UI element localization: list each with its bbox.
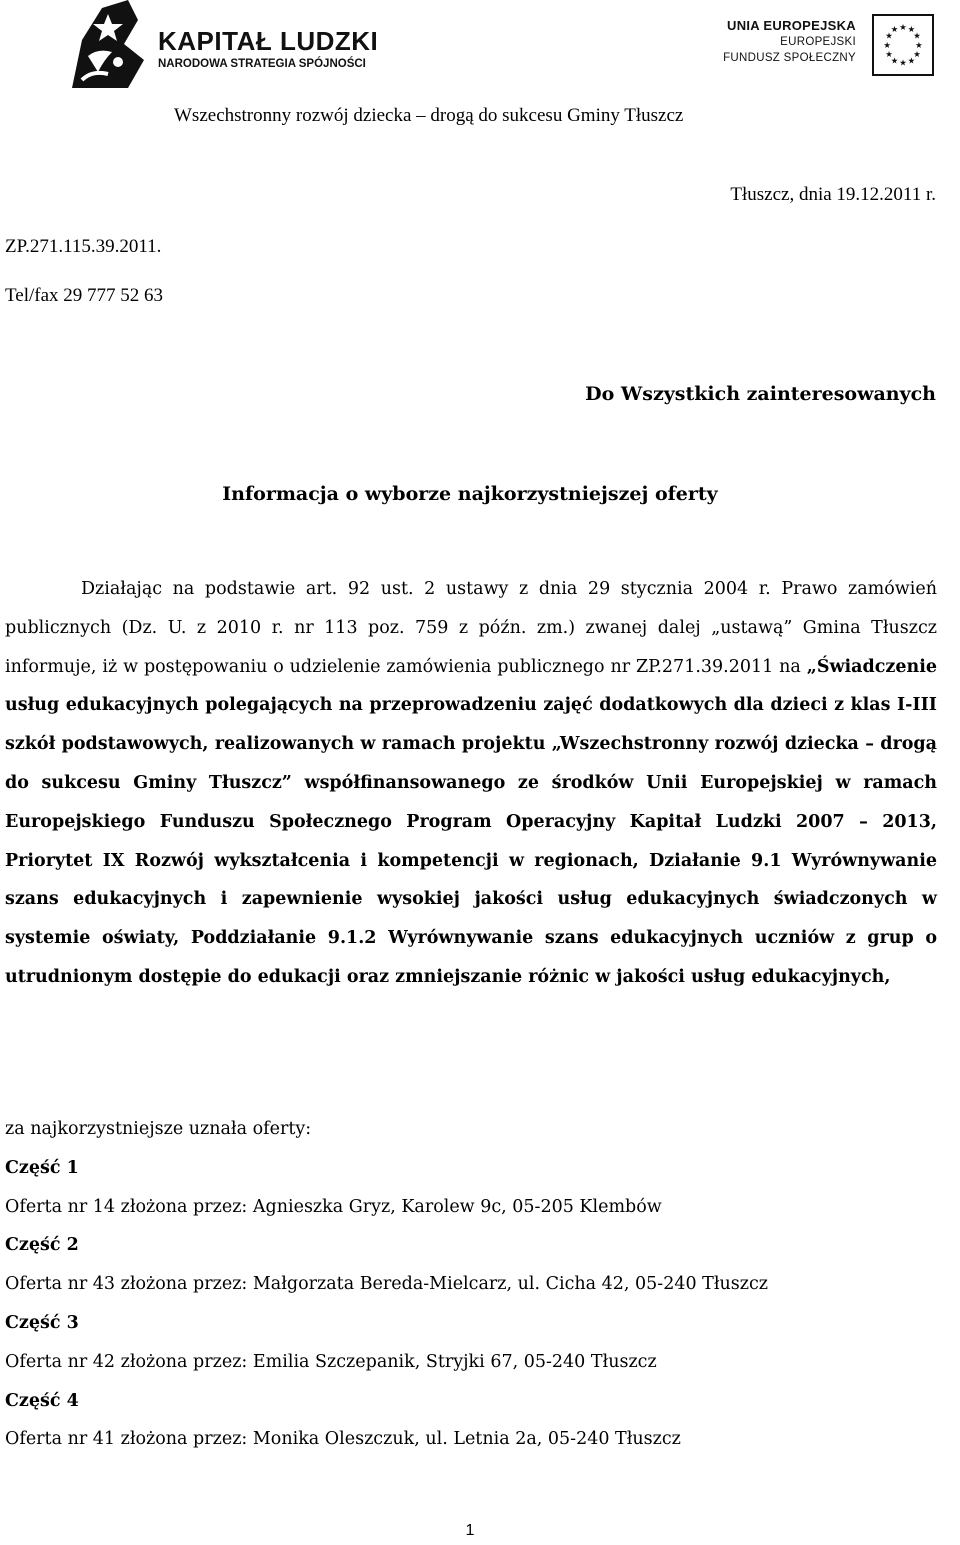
part-label: Część 2 — [5, 1235, 79, 1256]
part-offer: Oferta nr 43 złożona przez: Małgorzata Bereda-Mielcarz, ul. Cicha 42, 05-240 Tłuszcz — [5, 1274, 769, 1295]
svg-text:★: ★ — [890, 23, 899, 34]
svg-text:★: ★ — [885, 49, 893, 60]
date-line: Tłuszcz, dnia 19.12.2011 r. — [730, 184, 936, 205]
selected-intro: za najkorzystniejsze uznała oferty: — [5, 1119, 312, 1139]
eu-logo-text — [723, 18, 856, 66]
svg-text:★: ★ — [890, 55, 899, 66]
document-title: Informacja o wyborze najkorzystniejszej oferty — [222, 483, 718, 505]
part-offer: Oferta nr 42 złożona przez: Emilia Szczepanik, Stryjki 67, 05-240 Tłuszcz — [5, 1351, 657, 1372]
part-offer: Oferta nr 14 złożona przez: Agnieszka Gryz, Karolew 9c, 05-205 Klembów — [5, 1196, 662, 1217]
eu-fund-logo — [712, 14, 934, 78]
recipient: Do Wszystkich zainteresowanych — [585, 383, 936, 405]
part-offer: Oferta nr 41 złożona przez: Monika Oleszczuk, ul. Letnia 2a, 05-240 Tłuszcz — [5, 1429, 681, 1450]
reference-number: ZP.271.115.39.2011. — [5, 236, 162, 257]
svg-text:★: ★ — [913, 49, 921, 60]
svg-text:★: ★ — [885, 30, 893, 41]
part-label: Część 1 — [5, 1157, 79, 1178]
svg-text:★: ★ — [907, 23, 916, 34]
kapital-ludzki-emblem-icon — [68, 0, 148, 92]
telfax: Tel/fax 29 777 52 63 — [5, 285, 164, 306]
svg-text:★: ★ — [899, 57, 907, 68]
svg-text:★: ★ — [913, 30, 921, 41]
selected-offers — [5, 1110, 937, 1459]
svg-text:★: ★ — [883, 39, 891, 50]
kapital-ludzki-logo — [68, 0, 379, 92]
eu-line-union: UNIA EUROPEJSKA — [727, 18, 856, 33]
part-label: Część 3 — [5, 1312, 79, 1333]
page-header — [0, 0, 960, 90]
eu-line-fund: FUNDUSZ SPOŁECZNY — [723, 52, 856, 64]
part-label: Część 4 — [5, 1390, 79, 1411]
page-number: 1 — [465, 1522, 475, 1539]
svg-text:★: ★ — [915, 39, 923, 50]
body-subject: „Świadczenie usług edukacyjnych polegających na przeprowadzeniu zajęć dodatkowych dla dzieci z klas I-III szkół podstawowych, realizowanych w ramach projektu „Wszechstronny rozwój dziecka – drogą do sukcesu Gminy Tłuszcz” współfinansowanego ze środków Unii Europejskiej w ramach Europejskiego Funduszu Społecznego Program Operacyjny Kapitał Ludzki 2007 – 2013, Priorytet IX Rozwój wykształcenia i kompetencji w regionach, Działanie 9.1 Wyrównywanie szans edukacyjnych i zapewnienie wysokiej jakości usług edukacyjnych świadczonych w systemie oświaty, Poddziałanie 9.1.2 Wyrównywanie szans edukacyjnych uczniów z grup o utrudnionym dostępie do edukacji oraz zmniejszanie różnic w jakości usług edukacyjnych, — [5, 656, 937, 987]
eu-flag-icon — [872, 14, 934, 76]
eu-line-european: EUROPEJSKI — [780, 36, 856, 48]
project-title: Wszechstronny rozwój dziecka – drogą do sukcesu Gminy Tłuszcz — [174, 105, 684, 126]
kapital-ludzki-title: KAPITAŁ LUDZKI — [158, 26, 379, 56]
body-paragraph — [5, 570, 937, 997]
svg-text:★: ★ — [899, 22, 907, 33]
svg-text:★: ★ — [907, 55, 916, 66]
kapital-ludzki-subtitle: NARODOWA STRATEGIA SPÓJNOŚCI — [158, 58, 366, 70]
body-intro: Działając na podstawie art. 92 ust. 2 ustawy z dnia 29 stycznia 2004 r. Prawo zamówień publicznych (Dz. U. z 2010 r. nr 113 poz. 759 z późn. zm.) zwanej dalej „ustawą” Gmina Tłuszcz informuje, iż w postępowaniu o udzielenie zamówienia publicznego nr ZP.271.39.2011 na — [5, 579, 937, 677]
